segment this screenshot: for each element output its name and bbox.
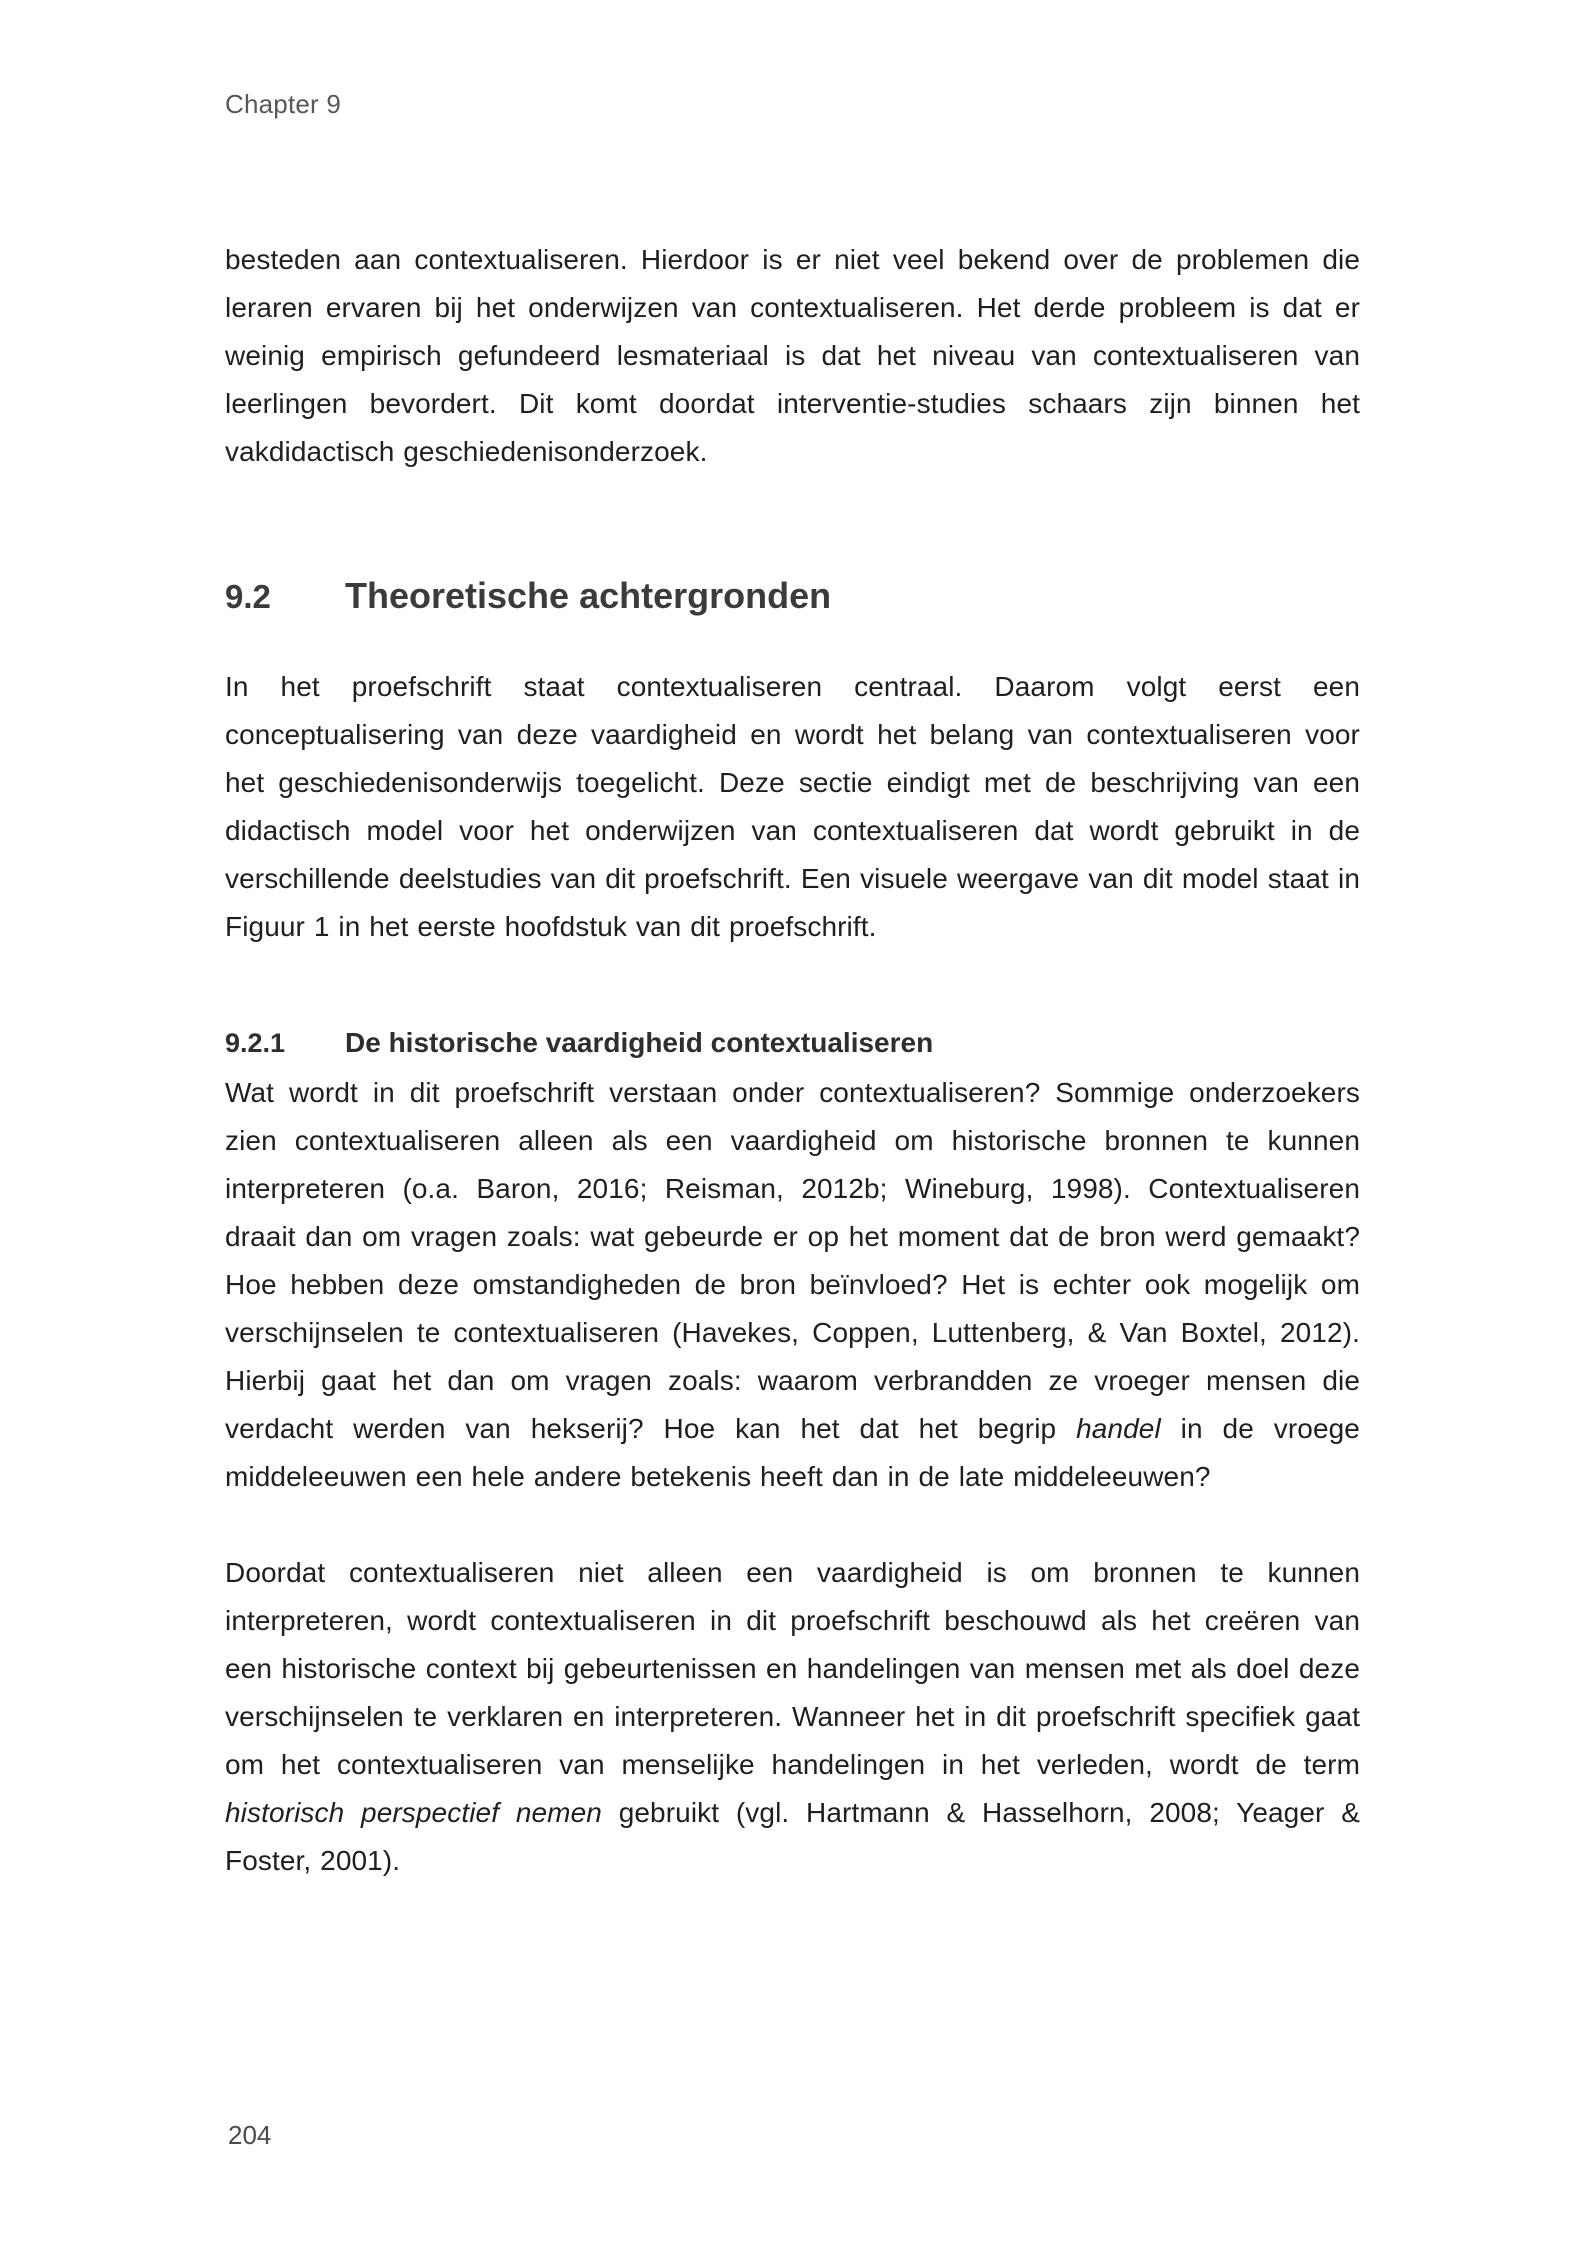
paragraph-section-intro: In het proefschrift staat contextualiseren centraal. Daarom volgt eerst een conceptualisering van deze vaardigheid en wordt het belang van contextualiseren voor het geschiedenisonderwijs toegelicht. Deze sectie eindigt met de beschrijving van een didactisch model voor het onderwijzen van contextualiseren dat wordt gebruikt in de verschillende deelstudies van dit proefschrift. Een visuele weergave van dit model staat in Figuur 1 in het eerste hoofdstuk van dit proefschrift. bbox=[225, 671, 1360, 942]
subsection-title: De historische vaardigheid contextualiseren bbox=[345, 1027, 934, 1058]
subsection-heading bbox=[225, 1023, 1360, 1063]
paragraph-contextualiseren-definition bbox=[225, 1069, 1360, 1501]
section-number: 9.2 bbox=[225, 578, 271, 615]
paragraph-text: Wat wordt in dit proefschrift verstaan onder contextualiseren? Sommige onderzoekers zien contextualiseren alleen als een vaardigheid om historische bronnen te kunnen interpreteren (o.a. Baron, 2016; Reisman, 2012b; Wineburg, 1998). Contextualiseren draait dan om vragen zoals: wat gebeurde er op het moment dat de bron werd gemaakt? Hoe hebben deze omstandigheden de bron beïnvloed? Het is echter ook mogelijk om verschijnselen te contextualiseren (Havekes, Coppen, Luttenberg, & Van Boxtel, 2012). Hierbij gaat het dan om vragen zoals: waarom verbrandden ze vroeger mensen die verdacht werden van hekserij? Hoe kan het dat het begrip bbox=[225, 1077, 1360, 1444]
paragraph-text: in de vroege middeleeuwen een hele andere betekenis heeft dan in de late middeleeuwen? bbox=[225, 1413, 1360, 1492]
running-header: Chapter 9 bbox=[225, 89, 341, 119]
italic-term-historisch-perspectief-nemen: historisch perspectief nemen bbox=[225, 1797, 602, 1828]
text-column bbox=[225, 0, 1360, 1885]
paragraph-intro: besteden aan contextualiseren. Hierdoor is er niet veel bekend over de problemen die leraren ervaren bij het onderwijzen van contextualiseren. Het derde probleem is dat er weinig empirisch gefundeerd lesmateriaal is dat het niveau van contextualiseren van leerlingen bevordert. Dit komt doordat interventie-studies schaars zijn binnen het vakdidactisch geschiedenisonderzoek. bbox=[225, 244, 1360, 467]
section-heading bbox=[225, 574, 1360, 619]
paragraph-historisch-perspectief bbox=[225, 1549, 1360, 1885]
paragraph-text: gebruikt (vgl. Hartmann & Hasselhorn, 2008; Yeager & Foster, 2001). bbox=[225, 1797, 1360, 1876]
italic-term-handel: handel bbox=[1076, 1413, 1161, 1444]
subsection-number: 9.2.1 bbox=[225, 1028, 286, 1058]
page-number: 204 bbox=[228, 2120, 272, 2150]
section-title: Theoretische achtergronden bbox=[345, 575, 832, 616]
paragraph-text: Doordat contextualiseren niet alleen een vaardigheid is om bronnen te kunnen interpreteren, wordt contextualiseren in dit proefschrift beschouwd als het creëren van een historische context bij gebeurtenissen en handelingen van mensen met als doel deze verschijnselen te verklaren en interpreteren. Wanneer het in dit proefschrift specifiek gaat om het contextualiseren van menselijke handelingen in het verleden, wordt de term bbox=[225, 1557, 1360, 1780]
